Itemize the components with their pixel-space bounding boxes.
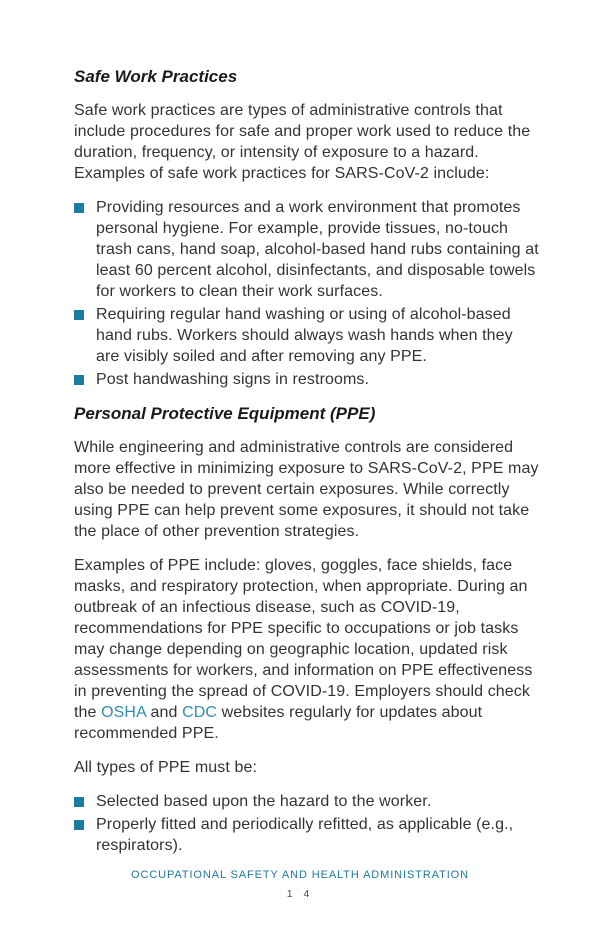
page-number: 1 4: [286, 888, 314, 900]
section-heading-safe-work-practices: Safe Work Practices: [74, 67, 238, 86]
list-item-text: Providing resources and a work environment that promotes personal hygiene. For example, provide tissues, no-touch trash cans, hand soap, alcohol-based hand rubs containing at least 60 percent alcohol, disinfectants, and disposable towels for workers to clean their work surfaces.: [96, 199, 539, 300]
osha-link[interactable]: OSHA: [101, 704, 146, 721]
list-item: [74, 369, 540, 390]
list-item: [74, 304, 540, 367]
square-bullet-icon: [74, 203, 84, 213]
list-item-text: Properly fitted and periodically refitted, as applicable (e.g., respirators).: [96, 816, 514, 854]
bullet-list-safe-work-practices: [74, 197, 540, 390]
paragraph-text: and: [145, 704, 183, 721]
paragraph-text: Examples of PPE include: gloves, goggles, face shields, face masks, and respiratory protection, when appropriate. During an outbreak of an infectious disease, such as COVID-19, recommendations for PPE specific to occupations or job tasks may change depending on geographic location, updated risk assessments for workers, and information on PPE effectiveness in preventing the spread of COVID-19. Employers should check the: [74, 557, 533, 721]
footer-organization-name: OCCUPATIONAL SAFETY AND HEALTH ADMINISTRATION: [131, 869, 469, 881]
list-item: [74, 814, 540, 856]
paragraph-ppe-examples: [74, 555, 540, 744]
section-heading-ppe: Personal Protective Equipment (PPE): [74, 404, 376, 423]
list-item: [74, 791, 540, 812]
page-content: [74, 66, 540, 869]
cdc-link[interactable]: CDC: [182, 704, 218, 721]
list-item-text: Requiring regular hand washing or using of alcohol-based hand rubs. Workers should always wash hands when they are visibly soiled and after removing any PPE.: [96, 306, 513, 365]
paragraph-text: websites regularly for updates about recommended PPE.: [74, 704, 483, 742]
bullet-list-ppe-requirements: [74, 791, 540, 856]
square-bullet-icon: [74, 375, 84, 385]
paragraph-ppe-intro: While engineering and administrative controls are considered more effective in minimizing exposure to SARS-CoV-2, PPE may also be needed to prevent certain exposures. While correctly using PPE can help prevent some exposures, it should not take the place of other prevention strategies.: [74, 439, 539, 540]
list-item: [74, 197, 540, 302]
list-item-text: Selected based upon the hazard to the worker.: [96, 793, 432, 810]
paragraph-safe-work-practices-intro: Safe work practices are types of administrative controls that include procedures for safe and proper work used to reduce the duration, frequency, or intensity of exposure to a hazard. Examples of safe work practices for SARS-CoV-2 include:: [74, 102, 531, 182]
page-footer: [0, 869, 600, 900]
square-bullet-icon: [74, 820, 84, 830]
square-bullet-icon: [74, 797, 84, 807]
list-item-text: Post handwashing signs in restrooms.: [96, 371, 370, 388]
paragraph-ppe-requirements-lead: All types of PPE must be:: [74, 759, 258, 776]
square-bullet-icon: [74, 310, 84, 320]
